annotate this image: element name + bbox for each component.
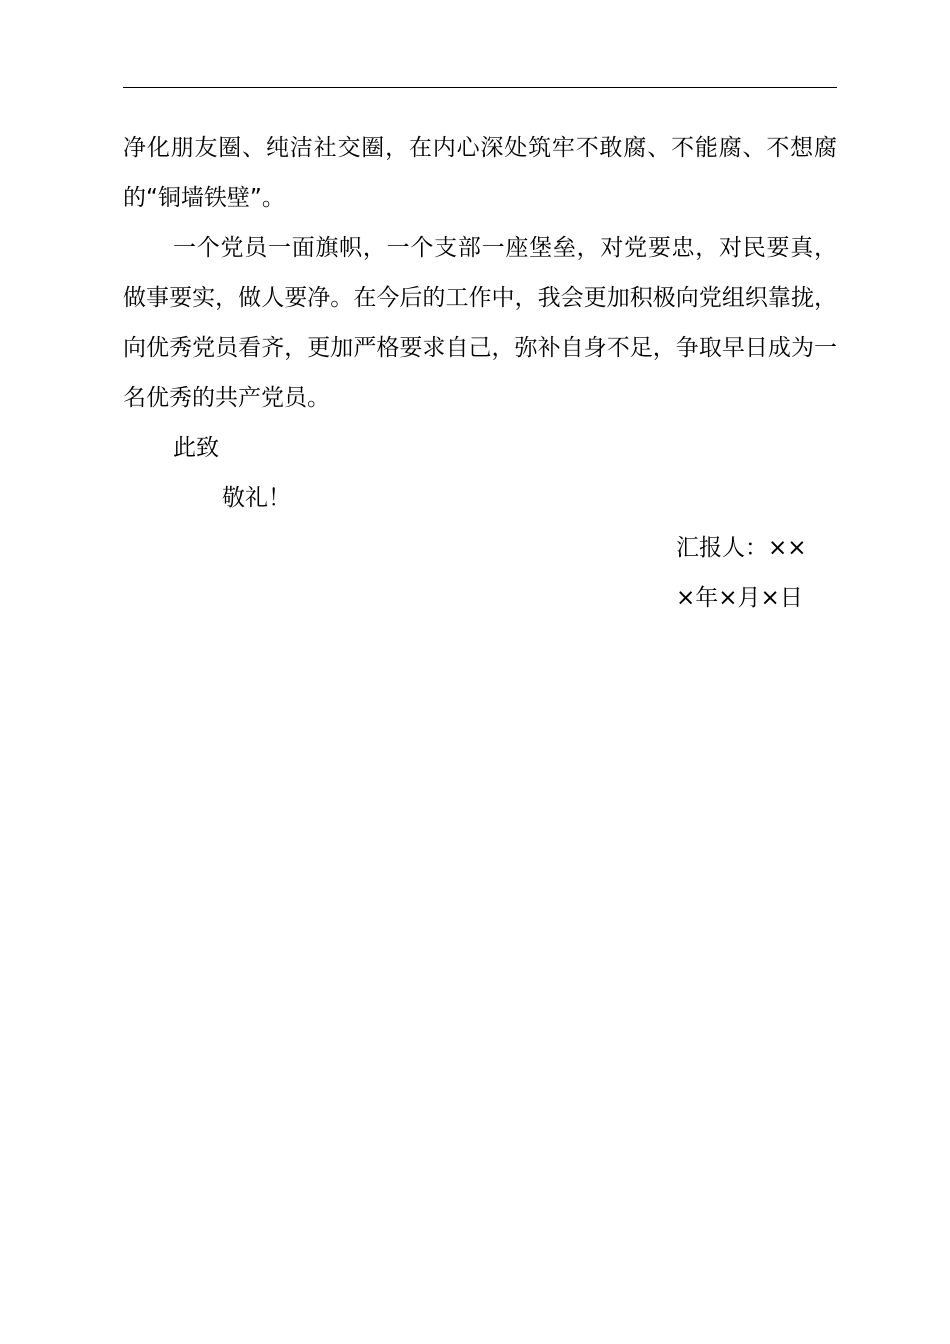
header-rule	[123, 87, 837, 88]
paragraph-commitment: 一个党员一面旗帜，一个支部一座堡垒，对党要忠，对民要真，做事要实，做人要净。在今后的工作中，我会更加积极向党组织靠拢，向优秀党员看齐，更加严格要求自己，弥补自身不足，争取早日成为一名优秀的共产党员。	[123, 235, 837, 411]
document-body	[123, 123, 837, 423]
paragraph-continuation: 净化朋友圈、纯洁社交圈，在内心深处筑牢不敢腐、不能腐、不想腐的“铜墙铁壁”。	[123, 135, 837, 211]
report-date: ×年×月×日	[676, 585, 803, 611]
closing-salutation: 此致	[173, 435, 219, 461]
reporter-signature: 汇报人：××	[676, 535, 807, 561]
closing-regards: 敬礼！	[222, 485, 291, 511]
